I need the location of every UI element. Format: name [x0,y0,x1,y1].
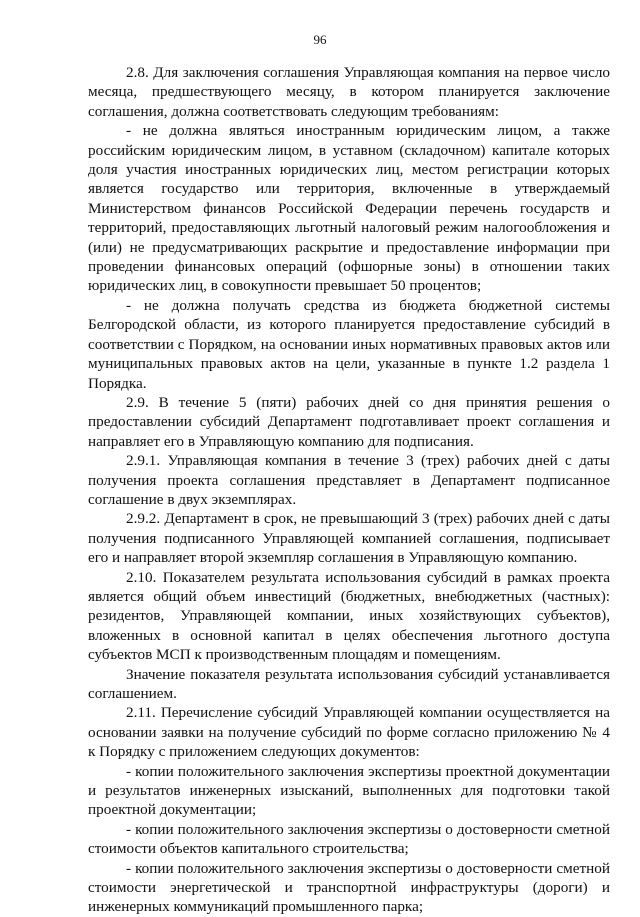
paragraph-2-11: 2.11. Перечисление субсидий Управляющей компании осуществляется на основании заявки на получение субсидий по форме согласно приложению № 4 к Порядку с приложением следующих документов: [88,704,610,761]
document-item-design-expertise: - копии положительного заключения экспертизы проектной документации и результатов инженерных изысканий, выполненных для подготовки такой проектной документации; [88,762,610,819]
document-body [88,63,610,917]
paragraph-indicator-value: Значение показателя результата использования субсидий устанавливается соглашением. [88,665,610,702]
paragraph-2-10: 2.10. Показателем результата использования субсидий в рамках проекта является общий объем инвестиций (бюджетных, внебюджетных (частных): резидентов, Управляющей компании, иных хозяйствующих субъектов), вложенных в основной капитал в целях обеспечения льготного доступа субъектов МСП к производственным площадям и помещениям. [88,568,610,664]
paragraph-2-9-1: 2.9.1. Управляющая компания в течение 3 (трех) рабочих дней с даты получения проекта соглашения представляет в Департамент подписанное соглашение в двух экземплярах. [88,452,610,508]
paragraph-2-9-2: 2.9.2. Департамент в срок, не превышающий 3 (трех) рабочих дней с даты получения подписанного Управляющей компанией соглашения, подписывает его и направляет второй экземпляр соглашения в Управляющую компанию. [88,510,610,567]
paragraph-2-9: 2.9. В течение 5 (пяти) рабочих дней со дня принятия решения о предоставлении субсидий Департамент подготавливает проект соглашения и направляет его в Управляющую компанию для подписания. [88,393,610,450]
requirement-item-offshore: - не должна являться иностранным юридическим лицом, а также российским юридическим лицом, в уставном (складочном) капитале которых доля участия иностранных юридических лиц, местом регистрации которых является государство или территория, включенные в утверждаемый Министерством финансов Российской Федерации перечень государств и территорий, предоставляющих льготный налоговый режим налогообложения и (или) не предусматривающих раскрытие и предоставление информации при проведении финансовых операций (офшорные зоны) в отношении таких юридических лиц, в совокупности превышает 50 процентов; [88,122,610,295]
document-item-infrastructure-expertise: - копии положительного заключения экспертизы о достоверности сметной стоимости энергетической и транспортной инфраструктуры (дороги) и инженерных коммуникаций промышленного парка; [88,859,610,916]
page-number: 96 [313,32,327,47]
paragraph-2-8: 2.8. Для заключения соглашения Управляющая компания на первое число месяца, предшествующего месяцу, в котором планируется заключение соглашения, должна соответствовать следующим требованиям: [88,64,610,120]
document-item-cost-expertise: - копии положительного заключения экспертизы о достоверности сметной стоимости объектов капитального строительства; [88,820,610,858]
requirement-item-budget: - не должна получать средства из бюджета бюджетной системы Белгородской области, из которого планируется предоставление субсидий в соответствии с Порядком, на основании иных нормативных правовых актов или муниципальных правовых актов на цели, указанные в пункте 1.2 раздела 1 Порядка. [88,296,610,392]
